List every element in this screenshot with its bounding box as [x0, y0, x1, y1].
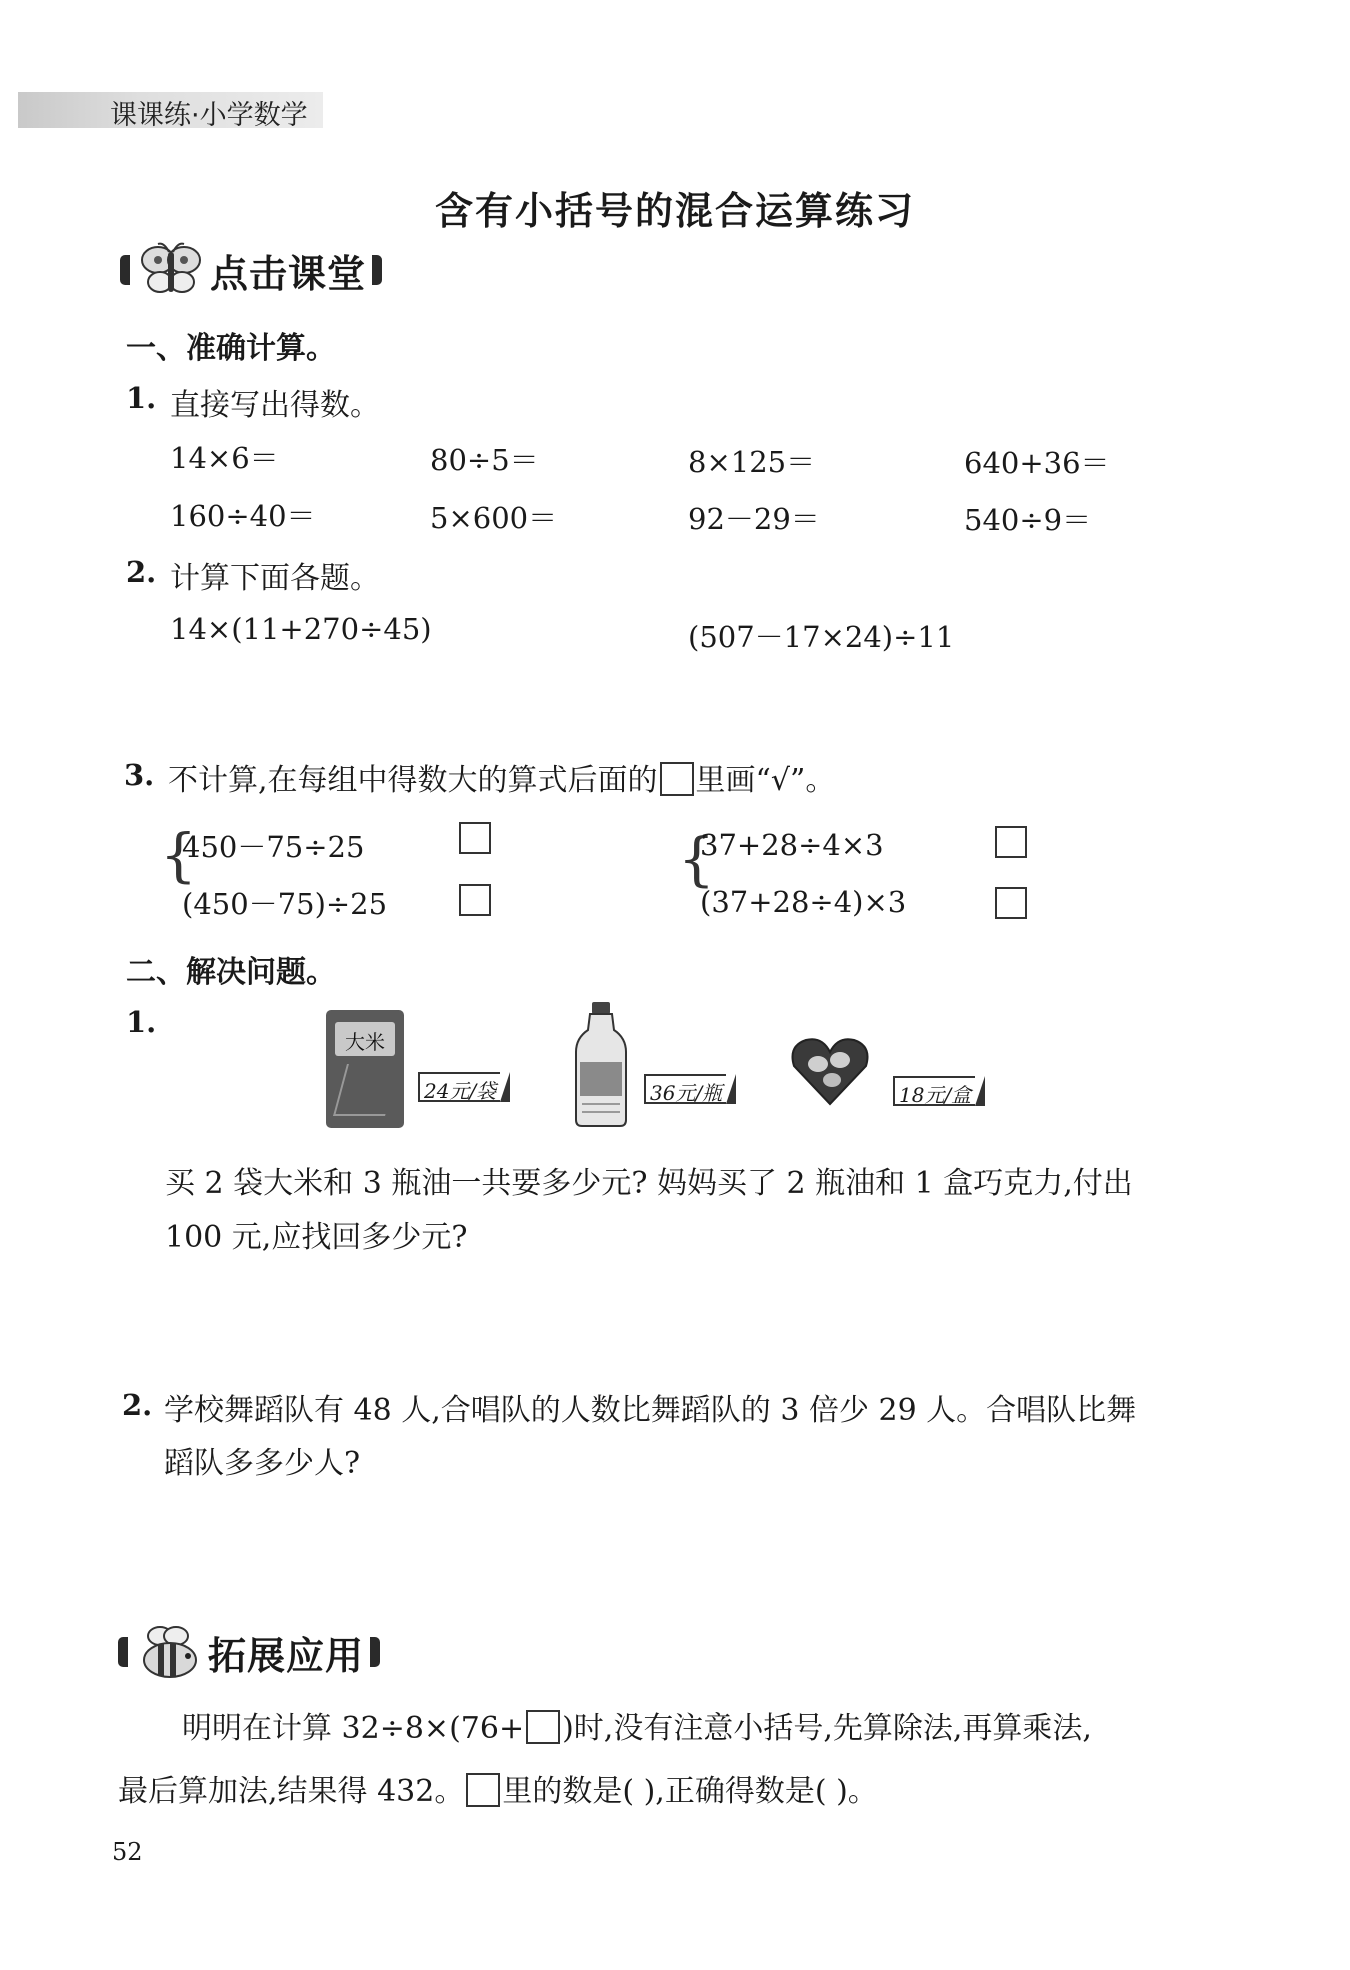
q3-group2-brace: {: [678, 825, 715, 893]
price-chocolate: 18元/盒: [893, 1076, 975, 1106]
q1-item: 540÷9＝: [964, 503, 1092, 537]
section-title-classroom: 点击课堂: [210, 251, 367, 296]
p1-text-line2: 100 元,应找回多少元?: [165, 1220, 468, 1255]
q2-instruction: 计算下面各题。: [170, 561, 380, 596]
q1-item: 92－29＝: [688, 502, 820, 536]
p2-text-line1: 学校舞蹈队有 48 人,合唱队的人数比舞蹈队的 3 倍少 29 人。合唱队比舞: [164, 1393, 1137, 1428]
banner-right-cap: [370, 1637, 380, 1667]
price-oil: 36元/瓶: [644, 1074, 726, 1104]
price-tag-oil: [644, 1074, 736, 1104]
page-number: 52: [112, 1838, 143, 1866]
p1-text-line1: 买 2 袋大米和 3 瓶油一共要多少元? 妈妈买了 2 瓶油和 1 盒巧克力,付出: [165, 1166, 1133, 1201]
extend-blank-box[interactable]: [526, 1710, 560, 1744]
banner-left-cap: [118, 1637, 128, 1667]
q2-number: 2.: [126, 555, 157, 589]
q3-number: 3.: [124, 758, 155, 792]
q3-checkbox[interactable]: [459, 884, 491, 916]
q1-item: 160÷40＝: [170, 499, 316, 533]
q3-expression: (450－75)÷25: [182, 887, 388, 921]
q3-expression: (37+28÷4)×3: [700, 885, 907, 919]
p2-text-line2: 蹈队多多少人?: [164, 1446, 361, 1481]
q3-checkbox[interactable]: [459, 822, 491, 854]
q1-item: 80÷5＝: [430, 443, 539, 477]
q3-instruction: [168, 755, 835, 799]
extend-line2-part-b: 里的数是( ),正确得数是( )。: [502, 1774, 878, 1809]
q3-text-after: 里画“√”。: [695, 763, 836, 798]
q3-text-before: 不计算,在每组中得数大的算式后面的: [168, 763, 658, 798]
extend-line2: [118, 1766, 878, 1810]
banner-left-cap: [120, 255, 130, 285]
q1-item: 8×125＝: [688, 445, 816, 479]
q1-instruction: 直接写出得数。: [170, 388, 380, 423]
q1-number: 1.: [126, 381, 157, 415]
banner-right-cap: [372, 255, 382, 285]
rice-bag-image: [326, 1010, 404, 1128]
p2-number: 2.: [122, 1388, 153, 1422]
page-title: 含有小括号的混合运算练习: [434, 189, 915, 233]
q3-checkbox[interactable]: [995, 826, 1027, 858]
extend-line1: [182, 1703, 1092, 1747]
section-banner-extend: [118, 1622, 380, 1682]
section-title-extend: 拓展应用: [208, 1633, 365, 1678]
bee-icon: [136, 1622, 202, 1682]
extend-blank-box[interactable]: [466, 1773, 500, 1807]
q1-item: 14×6＝: [170, 441, 279, 475]
extend-line1-part-b: )时,没有注意小括号,先算除法,再算乘法,: [562, 1711, 1092, 1746]
part2-heading: 二、解决问题。: [126, 955, 336, 990]
q2-item: 14×(11+270÷45): [170, 612, 432, 646]
q2-item: (507－17×24)÷11: [688, 620, 955, 654]
q3-expression: 37+28÷4×3: [700, 828, 884, 862]
rice-bag-label: 大米: [345, 1030, 385, 1054]
p1-number: 1.: [126, 1005, 157, 1039]
chocolate-box-image: [790, 1034, 870, 1106]
extend-line2-part-a: 最后算加法,结果得 432。: [118, 1774, 465, 1809]
q1-item: 5×600＝: [430, 501, 558, 535]
price-tag-chocolate: [893, 1076, 985, 1106]
q3-expression: 450－75÷25: [182, 830, 365, 864]
part1-heading: 一、准确计算。: [126, 331, 336, 366]
q3-group1-brace: {: [160, 821, 197, 889]
q3-checkbox[interactable]: [995, 887, 1027, 919]
oil-bottle-image: [572, 1000, 630, 1128]
extend-line1-part-a: 明明在计算 32÷8×(76+: [182, 1711, 525, 1746]
section-banner-classroom: [120, 240, 382, 300]
butterfly-icon: [138, 240, 204, 300]
price-tag-rice: [418, 1072, 510, 1102]
book-series-label: 课课练·小学数学: [110, 100, 308, 131]
q1-item: 640+36＝: [964, 446, 1110, 480]
price-rice: 24元/袋: [418, 1072, 500, 1102]
answer-box-sample: [660, 762, 694, 796]
